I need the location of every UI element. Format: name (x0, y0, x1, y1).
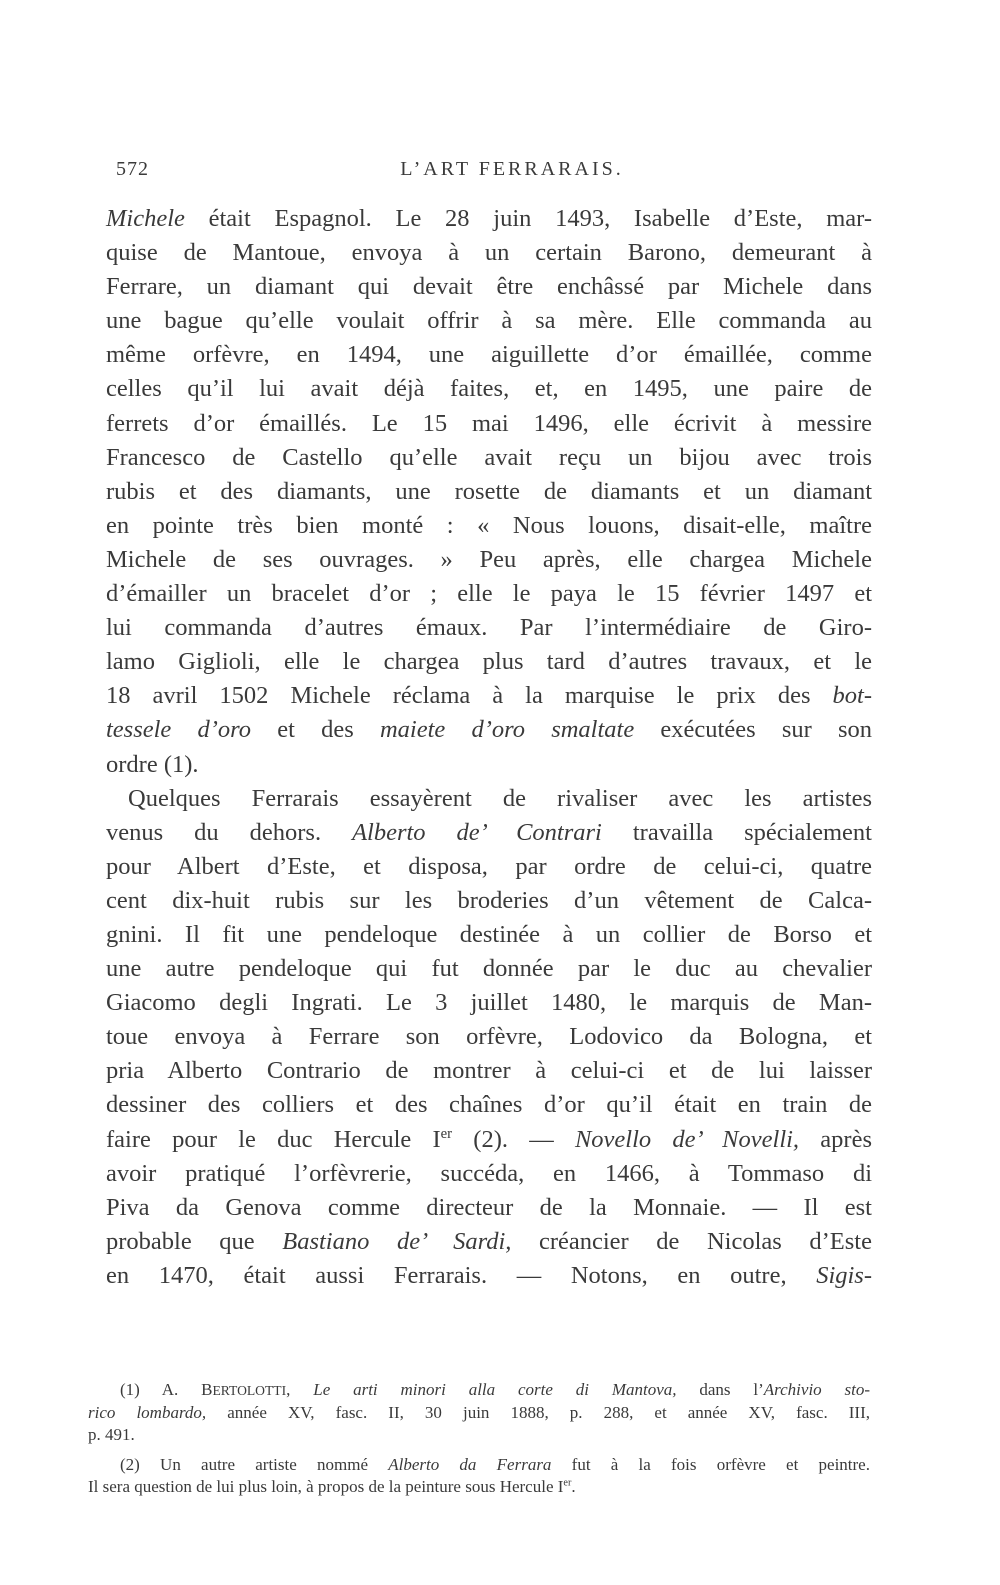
body-line: faire pour le duc Hercule Ier (2). — Novello de’ Novelli, après (106, 1125, 872, 1153)
body-line: rubis et des diamants, une rosette de diamants et un diamant (106, 477, 872, 505)
running-title: L’ART FERRARAIS. (400, 158, 624, 180)
body-line: Michele était Espagnol. Le 28 juin 1493, Isabelle d’Este, mar- (106, 205, 872, 232)
body-line: venus du dehors. Alberto de’ Contrari travailla spécialement (106, 818, 872, 846)
body-line: en 1470, était aussi Ferrarais. — Notons, en outre, Sigis- (106, 1261, 872, 1289)
footnote-line: Il sera question de lui plus loin, à propos de la peinture sous Hercule Ier. (88, 1477, 576, 1496)
body-line: cent dix-huit rubis sur les broderies d’un vêtement de Calca- (106, 886, 872, 914)
body-line: tessele d’oro et des maiete d’oro smaltate exécutées sur son (106, 716, 872, 744)
body-line: probable que Bastiano de’ Sardi, créancier de Nicolas d’Este (106, 1227, 872, 1255)
body-line: dessiner des colliers et des chaînes d’or qu’il était en train de (106, 1091, 872, 1119)
body-line: 18 avril 1502 Michele réclama à la marquise le prix des bot- (106, 682, 872, 710)
body-line: Francesco de Castello qu’elle avait reçu un bijou avec trois (106, 443, 872, 471)
body-line: quise de Mantoue, envoya à un certain Barono, demeurant à (106, 239, 872, 267)
body-line: d’émailler un bracelet d’or ; elle le paya le 15 février 1497 et (106, 580, 872, 608)
body-line: Ferrare, un diamant qui devait être enchâssé par Michele dans (106, 273, 872, 301)
paragraph-start-line: Quelques Ferrarais essayèrent de rivaliser avec les artistes (128, 784, 872, 812)
body-line: ferrets d’or émaillés. Le 15 mai 1496, elle écrivit à messire (106, 409, 872, 437)
footnote-2 (88, 1454, 870, 1498)
body-line: même orfèvre, en 1494, une aiguillette d’or émaillée, comme (106, 341, 872, 369)
footnote-line: (1) A. BERTOLOTTI, Le arti minori alla corte di Mantova, dans l’Archivio sto- (120, 1380, 871, 1399)
body-line: toue envoya à Ferrare son orfèvre, Lodovico da Bologna, et (106, 1023, 872, 1051)
body-line: ordre (1). (106, 750, 199, 778)
footnote-line: rico lombardo, année XV, fasc. II, 30 juin 1888, p. 288, et année XV, fasc. III, (88, 1403, 870, 1422)
body-line: Giacomo degli Ingrati. Le 3 juillet 1480, le marquis de Man- (106, 989, 872, 1017)
body-line: Piva da Genova comme directeur de la Monnaie. — Il est (106, 1193, 872, 1221)
footnote-line: p. 491. (88, 1425, 135, 1444)
body-line: en pointe très bien monté : « Nous louons, disait-elle, maître (106, 511, 872, 539)
body-line: avoir pratiqué l’orfèvrerie, succéda, en 1466, à Tommaso di (106, 1159, 872, 1187)
footnote-1 (88, 1379, 870, 1446)
body-line: une bague qu’elle voulait offrir à sa mère. Elle commanda au (106, 307, 872, 335)
body-text (106, 202, 872, 1293)
footnote-line: (2) Un autre artiste nommé Alberto da Ferrara fut à la fois orfèvre et peintre. (120, 1455, 870, 1474)
body-line: pria Alberto Contrario de montrer à celui-ci et de lui laisser (106, 1057, 872, 1085)
footnotes (88, 1379, 870, 1506)
body-line: Michele de ses ouvrages. » Peu après, elle chargea Michele (106, 545, 872, 573)
body-line: lui commanda d’autres émaux. Par l’intermédiaire de Giro- (106, 614, 872, 642)
body-line: celles qu’il lui avait déjà faites, et, en 1495, une paire de (106, 375, 872, 403)
body-line: pour Albert d’Este, et disposa, par ordre de celui-ci, quatre (106, 852, 872, 880)
body-line: une autre pendeloque qui fut donnée par le duc au chevalier (106, 955, 872, 983)
body-line: lamo Giglioli, elle le chargea plus tard d’autres travaux, et le (106, 648, 872, 676)
page-number: 572 (116, 158, 149, 180)
running-head (112, 158, 892, 188)
body-line: gnini. Il fit une pendeloque destinée à un collier de Borso et (106, 920, 872, 948)
